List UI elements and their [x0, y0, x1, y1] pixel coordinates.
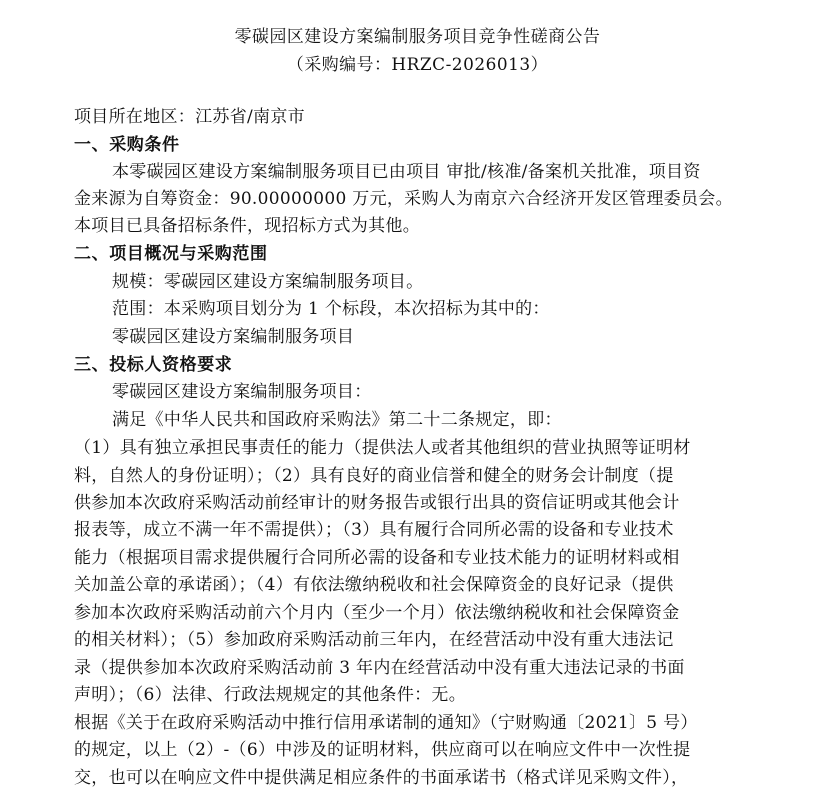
paragraph-line: 零碳园区建设方案编制服务项目: [112, 327, 355, 347]
paragraph-line: 满足《中华人民共和国政府采购法》第二十二条规定，即：: [112, 410, 562, 430]
section-heading-overview: 二、项目概况与采购范围: [74, 244, 268, 264]
paragraph-line: 交，也可以在响应文件中提供满足相应条件的书面承诺书（格式详见采购文件），: [74, 768, 689, 788]
paragraph-line: 的规定，以上（2）-（6）中涉及的证明材料，供应商可以在响应文件中一次性提: [74, 740, 691, 760]
paragraph-line: （1）具有独立承担民事责任的能力（提供法人或者其他组织的营业执照等证明材: [74, 438, 691, 458]
paragraph-line: 本零碳园区建设方案编制服务项目已由项目 审批/核准/备案机关批准，项目资: [112, 162, 701, 182]
paragraph-line: 本项目已具备招标条件，现招标方式为其他。: [74, 216, 420, 236]
paragraph-line: 的相关材料）；（5）参加政府采购活动前三年内，在经营活动中没有重大违法记: [74, 630, 674, 650]
paragraph-line: 规模：零碳园区建设方案编制服务项目。: [112, 272, 424, 292]
paragraph-line: 声明）；（6）法律、行政法规规定的其他条件：无。: [74, 685, 467, 705]
paragraph-line: 根据《关于在政府采购活动中推行信用承诺制的通知》（宁财购通〔2021〕5 号）: [74, 713, 698, 733]
paragraph-line: 供参加本次政府采购活动前经审计的财务报告或银行出具的资信证明或其他会计: [74, 493, 680, 513]
project-region: 项目所在地区：江苏省/南京市: [74, 107, 305, 127]
procurement-number: （采购编号：HRZC-2026013）: [286, 55, 549, 75]
paragraph-line: 料，自然人的身份证明）；（2）具有良好的商业信誉和健全的财务会计制度（提: [74, 466, 674, 486]
paragraph-line: 参加本次政府采购活动前六个月内（至少一个月）依法缴纳税收和社会保障资金: [74, 603, 680, 623]
section-heading-conditions: 一、采购条件: [74, 135, 180, 155]
paragraph-line: 零碳园区建设方案编制服务项目：: [112, 382, 372, 402]
paragraph-line: 录（提供参加本次政府采购活动前 3 年内在经营活动中没有重大违法记录的书面: [74, 658, 685, 678]
paragraph-line: 金来源为自筹资金：90.00000000 万元，采购人为南京六合经济开发区管理委员会。: [74, 189, 733, 209]
paragraph-line: 报表等，成立不满一年不需提供）；（3）具有履行合同所必需的设备和专业技术: [74, 520, 674, 540]
paragraph-line: 关加盖公章的承诺函）；（4）有依法缴纳税收和社会保障资金的良好记录（提供: [74, 575, 674, 595]
paragraph-line: 范围：本采购项目划分为 1 个标段，本次招标为其中的：: [112, 299, 550, 319]
document-title: 零碳园区建设方案编制服务项目竞争性磋商公告: [234, 27, 601, 47]
paragraph-line: 能力（根据项目需求提供履行合同所必需的设备和专业技术能力的证明材料或相: [74, 548, 680, 568]
section-heading-qualifications: 三、投标人资格要求: [74, 355, 233, 375]
